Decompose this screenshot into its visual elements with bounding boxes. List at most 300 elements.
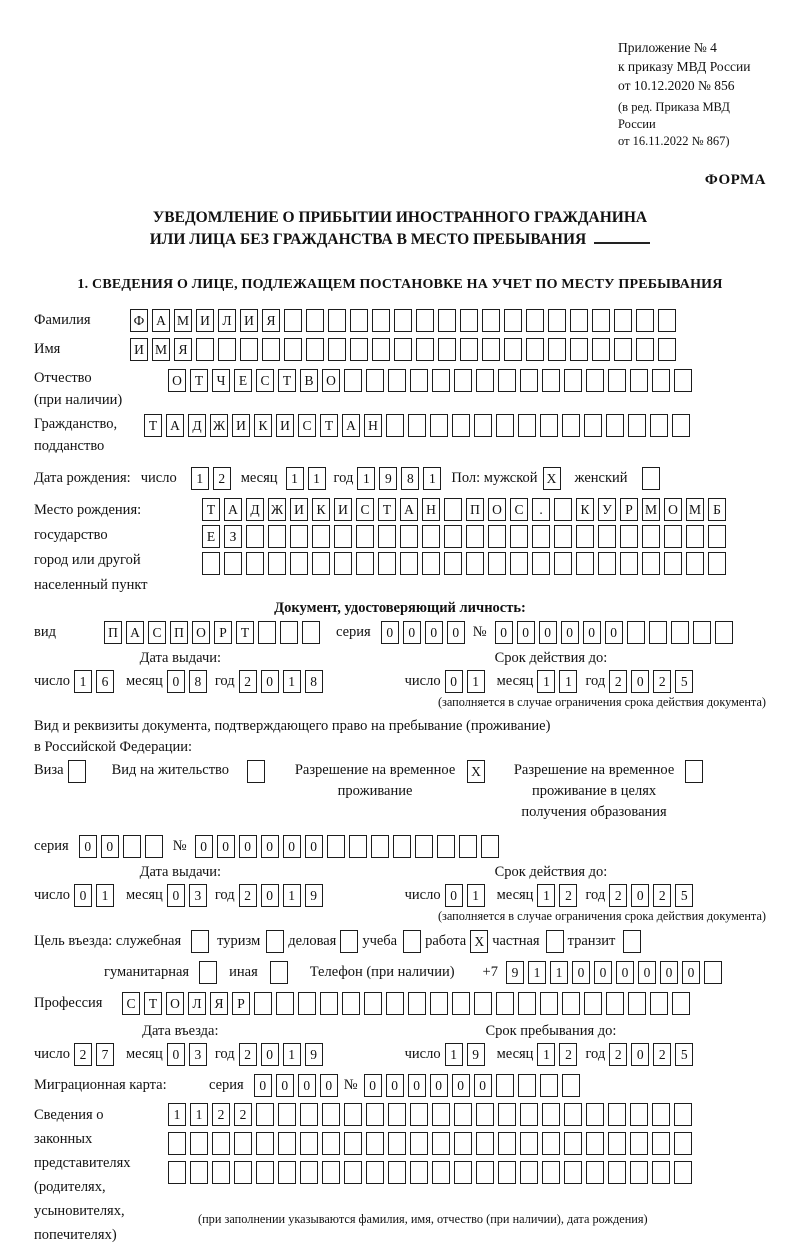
empty-char-box [564, 1161, 582, 1184]
representatives-row-2 [168, 1132, 696, 1155]
empty-char-box [262, 338, 280, 361]
representatives-row-1 [168, 1103, 696, 1126]
empty-char-box [444, 525, 462, 548]
empty-char-box [202, 552, 220, 575]
empty-char-box [652, 1132, 670, 1155]
empty-char-box [584, 992, 602, 1015]
empty-char-box [444, 498, 462, 521]
empty-char-box [356, 525, 374, 548]
filled-char-box: Т [190, 369, 208, 392]
filled-char-box: А [224, 498, 242, 521]
empty-char-box [708, 525, 726, 548]
empty-char-box [674, 1132, 692, 1155]
empty-char-box [546, 930, 564, 953]
empty-char-box [542, 1103, 560, 1126]
filled-char-box: 0 [605, 621, 623, 644]
empty-char-box [454, 1103, 472, 1126]
empty-char-box [542, 369, 560, 392]
filled-char-box: 1 [308, 467, 326, 490]
empty-char-box [562, 1074, 580, 1097]
empty-char-box [510, 525, 528, 548]
entry-month-cells [167, 1043, 211, 1066]
empty-char-box [608, 1132, 626, 1155]
filled-char-box: 2 [74, 1043, 92, 1066]
empty-char-box [403, 930, 421, 953]
representatives-note: (при заполнении указываются фамилия, имя, отчество (при наличии), дата рождения) [198, 1212, 648, 1226]
blank-underline [594, 230, 650, 244]
empty-char-box [400, 552, 418, 575]
filled-char-box: 2 [212, 1103, 230, 1126]
empty-char-box [606, 414, 624, 437]
residence-number-label: № [172, 838, 187, 854]
filled-char-box: И [334, 498, 352, 521]
filled-char-box: 0 [386, 1074, 404, 1097]
filled-char-box: . [532, 498, 550, 521]
annex-line: от 10.12.2020 № 856 [618, 78, 735, 93]
visa-label: Виза [34, 762, 64, 778]
empty-char-box [476, 1103, 494, 1126]
empty-char-box [504, 309, 522, 332]
empty-char-box [168, 1132, 186, 1155]
doc-kind-cells [104, 621, 324, 644]
filled-char-box: О [664, 498, 682, 521]
filled-char-box: И [196, 309, 214, 332]
filled-char-box: С [256, 369, 274, 392]
filled-char-box: 0 [638, 961, 656, 984]
filled-char-box: X [467, 760, 485, 783]
empty-char-box [642, 525, 660, 548]
filled-char-box: М [642, 498, 660, 521]
sex-female-checkbox [642, 467, 664, 490]
empty-char-box [344, 369, 362, 392]
representatives-row-3 [168, 1161, 696, 1184]
birth-place-label: Место рождения: государство город или другой населенный пункт [34, 502, 148, 593]
residence-valid-month-cells [537, 884, 581, 907]
year-label: год [585, 1046, 606, 1062]
empty-char-box [246, 525, 264, 548]
filled-char-box: 0 [430, 1074, 448, 1097]
empty-char-box [290, 525, 308, 548]
filled-char-box: 1 [445, 1043, 463, 1066]
firstname-cells [130, 338, 680, 361]
filled-char-box: Н [364, 414, 382, 437]
migration-number-label: № [343, 1077, 358, 1093]
transit-checkbox [623, 930, 645, 953]
filled-char-box: У [598, 498, 616, 521]
empty-char-box [454, 1161, 472, 1184]
empty-char-box [410, 1132, 428, 1155]
entry-day-cells [74, 1043, 118, 1066]
firstname-row [34, 338, 766, 361]
residence-valid-year-cells [609, 884, 697, 907]
empty-char-box [344, 1161, 362, 1184]
empty-char-box [328, 309, 346, 332]
surname-label: Фамилия [34, 312, 91, 328]
empty-char-box [278, 1132, 296, 1155]
study-checkbox [403, 930, 425, 953]
humanitarian-label: гуманитарная [104, 964, 190, 980]
empty-char-box [300, 1103, 318, 1126]
empty-char-box [598, 525, 616, 548]
empty-char-box [258, 621, 276, 644]
empty-char-box [608, 1161, 626, 1184]
work-label: работа [425, 933, 467, 949]
filled-char-box: А [152, 309, 170, 332]
filled-char-box: 9 [379, 467, 397, 490]
doc-valid-year-cells [609, 670, 697, 693]
empty-char-box [636, 338, 654, 361]
filled-char-box: О [166, 992, 184, 1015]
filled-char-box: 7 [96, 1043, 114, 1066]
empty-char-box [488, 552, 506, 575]
empty-char-box [459, 835, 477, 858]
residence-issue-day-cells [74, 884, 118, 907]
empty-char-box [652, 1103, 670, 1126]
residence-permit-option [112, 760, 269, 783]
empty-char-box [482, 309, 500, 332]
empty-char-box [372, 338, 390, 361]
doc-number-label: № [472, 624, 487, 640]
filled-char-box: Д [246, 498, 264, 521]
filled-char-box: 0 [572, 961, 590, 984]
filled-char-box: 0 [631, 1043, 649, 1066]
doc-series-label: серия [336, 624, 371, 640]
empty-char-box [256, 1132, 274, 1155]
filled-char-box: 2 [239, 670, 257, 693]
filled-char-box: 5 [675, 670, 693, 693]
filled-char-box: Е [202, 525, 220, 548]
filled-char-box: 0 [261, 1043, 279, 1066]
empty-char-box [562, 992, 580, 1015]
filled-char-box: Т [278, 369, 296, 392]
empty-char-box [246, 552, 264, 575]
filled-char-box: П [170, 621, 188, 644]
month-label: месяц [125, 887, 163, 903]
day-label: число [404, 673, 441, 689]
filled-char-box: Т [378, 498, 396, 521]
empty-char-box [416, 309, 434, 332]
work-checkbox [470, 930, 492, 953]
filled-char-box: 1 [283, 1043, 301, 1066]
filled-char-box: Т [236, 621, 254, 644]
empty-char-box [540, 992, 558, 1015]
empty-char-box [674, 1161, 692, 1184]
empty-char-box [416, 338, 434, 361]
doc-issue-group [34, 650, 327, 693]
filled-char-box: 0 [101, 835, 119, 858]
empty-char-box [218, 338, 236, 361]
filled-char-box: 1 [168, 1103, 186, 1126]
edu-permit-option [511, 760, 707, 823]
empty-char-box [542, 1161, 560, 1184]
doc-issue-heading: Дата выдачи: [139, 650, 222, 666]
month-label: месяц [496, 1046, 534, 1062]
empty-char-box [408, 992, 426, 1015]
empty-char-box [576, 552, 594, 575]
empty-char-box [570, 309, 588, 332]
empty-char-box [212, 1132, 230, 1155]
identity-doc-dates [34, 650, 766, 693]
empty-char-box [671, 621, 689, 644]
filled-char-box: 0 [539, 621, 557, 644]
empty-char-box [620, 552, 638, 575]
residence-issue-month-cells [167, 884, 211, 907]
empty-char-box [268, 552, 286, 575]
purpose-label: Цель въезда: служебная [34, 933, 182, 949]
empty-char-box [270, 961, 288, 984]
empty-char-box [432, 1132, 450, 1155]
empty-char-box [212, 1161, 230, 1184]
empty-char-box [520, 1103, 538, 1126]
private-checkbox [546, 930, 568, 953]
birth-date-row [34, 467, 766, 490]
month-label: месяц [125, 1046, 163, 1062]
firstname-label: Имя [34, 341, 61, 357]
empty-char-box [408, 414, 426, 437]
filled-char-box: А [166, 414, 184, 437]
empty-char-box [554, 525, 572, 548]
filled-char-box: Р [232, 992, 250, 1015]
empty-char-box [276, 992, 294, 1015]
empty-char-box [510, 552, 528, 575]
filled-char-box: 0 [261, 884, 279, 907]
empty-char-box [642, 552, 660, 575]
empty-char-box [312, 552, 330, 575]
empty-char-box [422, 552, 440, 575]
residence-valid-heading: Срок действия до: [494, 864, 608, 880]
empty-char-box [334, 552, 352, 575]
filled-char-box: 0 [474, 1074, 492, 1097]
filled-char-box: Я [262, 309, 280, 332]
empty-char-box [278, 1103, 296, 1126]
birth-month-cells [286, 467, 330, 490]
citizenship-label: Гражданство, подданство [34, 416, 118, 454]
empty-char-box [437, 835, 455, 858]
empty-char-box [586, 1161, 604, 1184]
residence-issue-heading: Дата выдачи: [139, 864, 222, 880]
empty-char-box [672, 992, 690, 1015]
empty-char-box [584, 414, 602, 437]
patronymic-label: Отчество (при наличии) [34, 370, 123, 408]
empty-char-box [444, 552, 462, 575]
filled-char-box: 0 [261, 835, 279, 858]
filled-char-box: 0 [445, 884, 463, 907]
identity-doc-heading: Документ, удостоверяющий личность: [274, 600, 526, 616]
filled-char-box: 0 [79, 835, 97, 858]
empty-char-box [334, 525, 352, 548]
empty-char-box [168, 1161, 186, 1184]
empty-char-box [488, 525, 506, 548]
empty-char-box [284, 338, 302, 361]
temp-permit-option [293, 760, 489, 802]
visa-checkbox [68, 760, 90, 783]
empty-char-box [344, 1132, 362, 1155]
empty-char-box [278, 1161, 296, 1184]
filled-char-box: 1 [559, 670, 577, 693]
empty-char-box [460, 338, 478, 361]
edu-permit-checkbox [685, 760, 707, 783]
empty-char-box [664, 525, 682, 548]
filled-char-box: 0 [616, 961, 634, 984]
filled-char-box: 0 [403, 621, 421, 644]
empty-char-box [520, 1132, 538, 1155]
empty-char-box [592, 309, 610, 332]
empty-char-box [340, 930, 358, 953]
empty-char-box [586, 1103, 604, 1126]
residence-series-cells [79, 835, 167, 858]
official-checkbox [191, 930, 213, 953]
filled-char-box: 1 [423, 467, 441, 490]
empty-char-box [234, 1132, 252, 1155]
empty-char-box [430, 414, 448, 437]
filled-char-box: 0 [167, 670, 185, 693]
empty-char-box [570, 338, 588, 361]
empty-char-box [460, 309, 478, 332]
empty-char-box [498, 1132, 516, 1155]
form-label: ФОРМА [704, 172, 766, 188]
empty-char-box [452, 414, 470, 437]
empty-char-box [649, 621, 667, 644]
filled-char-box: 0 [517, 621, 535, 644]
day-label: число [34, 673, 70, 689]
filled-char-box: Б [708, 498, 726, 521]
day-label: число [404, 887, 441, 903]
empty-char-box [554, 498, 572, 521]
day-label: число [34, 887, 70, 903]
filled-char-box: 1 [286, 467, 304, 490]
filled-char-box: М [686, 498, 704, 521]
filled-char-box: И [232, 414, 250, 437]
patronymic-row [34, 367, 766, 411]
empty-char-box [592, 338, 610, 361]
month-label: месяц [496, 673, 534, 689]
filled-char-box: 1 [283, 670, 301, 693]
filled-char-box: 9 [305, 884, 323, 907]
empty-char-box [652, 1161, 670, 1184]
empty-char-box [254, 992, 272, 1015]
until-month-cells [537, 1043, 581, 1066]
empty-char-box [520, 369, 538, 392]
birth-day-cells [191, 467, 235, 490]
filled-char-box: 0 [254, 1074, 272, 1097]
filled-char-box: Т [202, 498, 220, 521]
empty-char-box [693, 621, 711, 644]
empty-char-box [664, 552, 682, 575]
empty-char-box [466, 525, 484, 548]
year-label: год [214, 887, 235, 903]
empty-char-box [196, 338, 214, 361]
filled-char-box: 1 [537, 884, 555, 907]
title-line-1: УВЕДОМЛЕНИЕ О ПРИБЫТИИ ИНОСТРАННОГО ГРАЖДАНИНА [152, 209, 648, 226]
empty-char-box [145, 835, 163, 858]
empty-char-box [342, 992, 360, 1015]
citizenship-cells [144, 414, 694, 437]
filled-char-box: 0 [445, 670, 463, 693]
empty-char-box [554, 552, 572, 575]
year-label: год [214, 1046, 235, 1062]
day-label: число [34, 1046, 70, 1062]
surname-row [34, 309, 766, 332]
birth-date-label: Дата рождения: [34, 470, 131, 486]
empty-char-box [586, 369, 604, 392]
profession-label: Профессия [34, 995, 103, 1011]
filled-char-box: Ф [130, 309, 148, 332]
filled-char-box: 9 [467, 1043, 485, 1066]
doc-valid-heading: Срок действия до: [494, 650, 608, 666]
representatives-label: Сведения о законных представителях (родителях, усыновителях, попечителях) [34, 1107, 131, 1243]
empty-char-box [388, 1132, 406, 1155]
profession-row [34, 992, 766, 1015]
empty-char-box [410, 369, 428, 392]
filled-char-box: П [104, 621, 122, 644]
residence-doc-dates [34, 864, 766, 907]
empty-char-box [410, 1103, 428, 1126]
filled-char-box: И [276, 414, 294, 437]
doc-valid-group [405, 650, 698, 693]
empty-char-box [312, 525, 330, 548]
filled-char-box: М [152, 338, 170, 361]
filled-char-box: 8 [305, 670, 323, 693]
empty-char-box [190, 1161, 208, 1184]
filled-char-box: Е [234, 369, 252, 392]
empty-char-box [518, 992, 536, 1015]
doc-issue-day-cells [74, 670, 118, 693]
empty-char-box [715, 621, 733, 644]
empty-char-box [300, 1161, 318, 1184]
empty-char-box [350, 338, 368, 361]
filled-char-box: 2 [609, 670, 627, 693]
year-label: год [214, 673, 235, 689]
filled-char-box: 0 [167, 1043, 185, 1066]
entry-date-heading: Дата въезда: [142, 1023, 219, 1039]
filled-char-box: А [400, 498, 418, 521]
empty-char-box [630, 369, 648, 392]
filled-char-box: 0 [364, 1074, 382, 1097]
filled-char-box: 1 [96, 884, 114, 907]
filled-char-box: 1 [357, 467, 375, 490]
empty-char-box [496, 1074, 514, 1097]
filled-char-box: 8 [401, 467, 419, 490]
empty-char-box [432, 1103, 450, 1126]
year-label: год [585, 673, 606, 689]
filled-char-box: М [174, 309, 192, 332]
filled-char-box: 0 [495, 621, 513, 644]
tourism-label: туризм [217, 933, 261, 949]
entry-date-group [34, 1023, 327, 1066]
doc-valid-month-cells [537, 670, 581, 693]
empty-char-box [371, 835, 389, 858]
filled-char-box: К [312, 498, 330, 521]
empty-char-box [526, 309, 544, 332]
temp-permit-label: Разрешение на временное проживание [294, 762, 456, 799]
sex-male-label: Пол: мужской [451, 470, 538, 486]
profession-cells [122, 992, 694, 1015]
empty-char-box [606, 992, 624, 1015]
empty-char-box [540, 1074, 558, 1097]
filled-char-box: Т [144, 992, 162, 1015]
surname-cells [130, 309, 680, 332]
filled-char-box: 0 [660, 961, 678, 984]
empty-char-box [349, 835, 367, 858]
filled-char-box: Ж [268, 498, 286, 521]
empty-char-box [268, 525, 286, 548]
doc-issue-month-cells [167, 670, 211, 693]
filled-char-box: 1 [537, 1043, 555, 1066]
day-label: число [404, 1046, 441, 1062]
empty-char-box [454, 1132, 472, 1155]
empty-char-box [422, 525, 440, 548]
annex-edit-line: от 16.11.2022 № 867) [618, 134, 730, 148]
